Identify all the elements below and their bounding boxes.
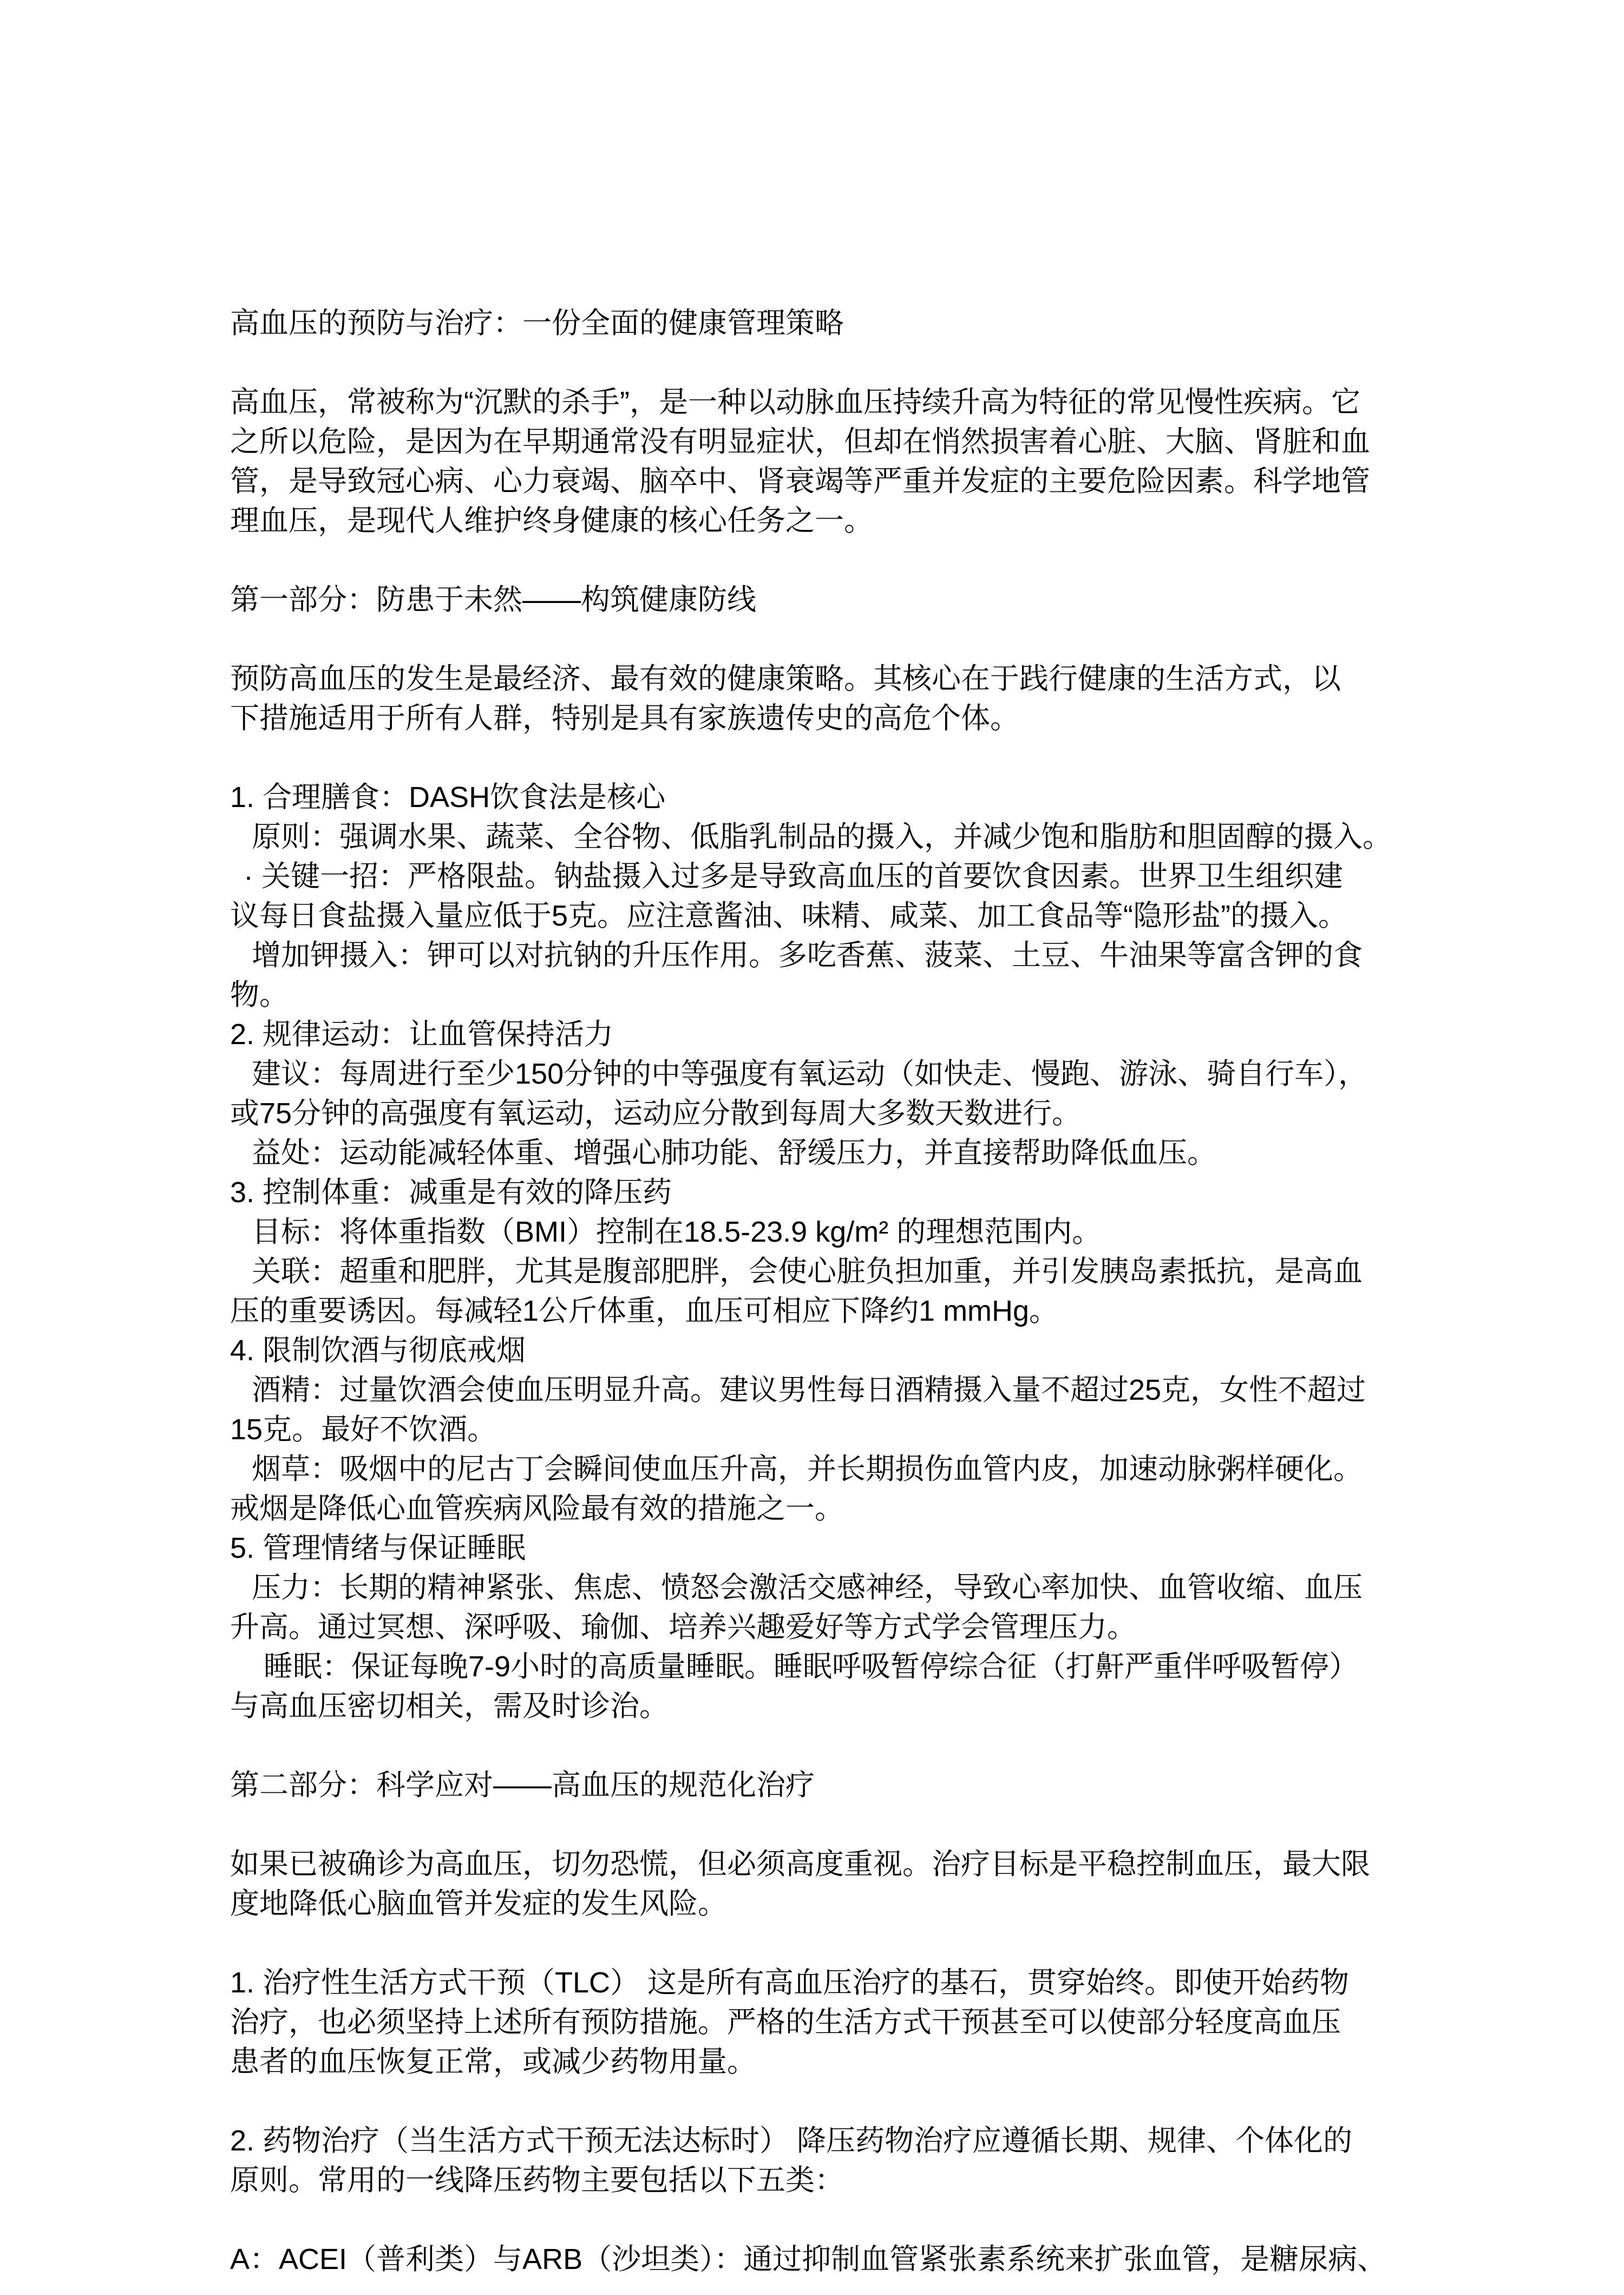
section-heading: 第一部分：防患于未然——构筑健康防线 — [230, 583, 756, 616]
list-item-line: 2. 规律运动：让血管保持活力 — [230, 1018, 614, 1051]
blank-line — [230, 2200, 1429, 2240]
text-line: 15克。最好不饮酒。 — [230, 1413, 497, 1446]
text-line: 度地降低心脑血管并发症的发生风险。 — [230, 1887, 727, 1920]
sub-item-line: 益处：运动能减轻体重、增强心肺功能、舒缓压力，并直接帮助降低血压。 — [252, 1137, 1216, 1169]
document-title: 高血压的预防与治疗：一份全面的健康管理策略 — [230, 307, 844, 339]
list-item-line: 1. 治疗性生活方式干预（TLC） 这是所有高血压治疗的基石，贯穿始终。即使开始药物 — [230, 1966, 1350, 1999]
sub-item-line: 睡眠：保证每晚7-9小时的高质量睡眠。睡眠呼吸暂停综合征（打鼾严重伴呼吸暂停） — [264, 1650, 1359, 1683]
text-line: 与高血压密切相关，需及时诊治。 — [230, 1690, 669, 1722]
blank-line — [230, 541, 1429, 580]
text-line: 之所以危险，是因为在早期通常没有明显症状，但却在悄然损害着心脏、大脑、肾脏和血 — [230, 425, 1370, 458]
sub-item-line: 关联：超重和肥胖，尤其是腹部肥胖，会使心脏负担加重，并引发胰岛素抵抗，是高血 — [252, 1255, 1363, 1288]
text-line: 原则。常用的一线降压药物主要包括以下五类： — [230, 2164, 844, 2196]
section-heading: 第二部分：科学应对——高血压的规范化治疗 — [230, 1769, 815, 1801]
list-item-line: A：ACEI（普利类）与ARB（沙坦类）：通过抑制血管紧张素系统来扩张血管，是糖尿病、 — [230, 2243, 1387, 2276]
text-line: 如果已被确诊为高血压，切勿恐慌，但必须高度重视。治疗目标是平稳控制血压，最大限 — [230, 1848, 1370, 1880]
blank-line — [230, 2082, 1429, 2121]
list-item-line: 5. 管理情绪与保证睡眠 — [230, 1532, 526, 1564]
sub-item-line: 目标：将体重指数（BMI）控制在18.5-23.9 kg/m² 的理想范围内。 — [252, 1216, 1102, 1248]
text-line: 管，是导致冠心病、心力衰竭、脑卒中、肾衰竭等严重并发症的主要危险因素。科学地管 — [230, 465, 1370, 497]
sub-item-line: 酒精：过量饮酒会使血压明显升高。建议男性每日酒精摄入量不超过25克，女性不超过 — [252, 1374, 1366, 1406]
blank-line — [230, 1924, 1429, 1963]
text-line: 下措施适用于所有人群，特别是具有家族遗传史的高危个体。 — [230, 702, 1019, 735]
bullet-line: · 关键一招：严格限盐。钠盐摄入过多是导致高血压的首要饮食因素。世界卫生组织建 — [244, 860, 1343, 893]
text-line: 预防高血压的发生是最经济、最有效的健康策略。其核心在于践行健康的生活方式，以 — [230, 663, 1341, 695]
text-line: 物。 — [230, 979, 289, 1011]
blank-line — [230, 1726, 1429, 1766]
sub-item-line: 压力：长期的精神紧张、焦虑、愤怒会激活交感神经，导致心率加快、血管收缩、血压 — [252, 1571, 1363, 1604]
blank-line — [230, 343, 1429, 383]
text-line: 戒烟是降低心血管疾病风险最有效的措施之一。 — [230, 1492, 844, 1525]
blank-line — [230, 1805, 1429, 1845]
sub-item-line: 原则：强调水果、蔬菜、全谷物、低脂乳制品的摄入，并减少饱和脂肪和胆固醇的摄入。 — [252, 821, 1392, 853]
list-item-line: 1. 合理膳食：DASH饮食法是核心 — [230, 781, 666, 814]
blank-line — [230, 620, 1429, 659]
text-line: 高血压，常被称为“沉默的杀手”，是一种以动脉血压持续升高为特征的常见慢性疾病。它 — [230, 386, 1360, 418]
text-line: 或75分钟的高强度有氧运动，运动应分散到每周大多数天数进行。 — [230, 1097, 1082, 1130]
text-line: 治疗，也必须坚持上述所有预防措施。严格的生活方式干预甚至可以使部分轻度高血压 — [230, 2006, 1341, 2038]
sub-item-line: 建议：每周进行至少150分钟的中等强度有氧运动（如快走、慢跑、游泳、骑自行车）， — [252, 1058, 1368, 1090]
text-line: 议每日食盐摄入量应低于5克。应注意酱油、味精、咸菜、加工食品等“隐形盐”的摄入。 — [230, 900, 1347, 932]
list-item-line: 2. 药物治疗（当生活方式干预无法达标时） 降压药物治疗应遵循长期、规律、个体化的 — [230, 2124, 1353, 2157]
blank-line — [230, 738, 1429, 778]
sub-item-line: 烟草：吸烟中的尼古丁会瞬间使血压升高，并长期损伤血管内皮，加速动脉粥样硬化。 — [252, 1453, 1363, 1485]
text-line: 升高。通过冥想、深呼吸、瑜伽、培养兴趣爱好等方式学会管理压力。 — [230, 1611, 1136, 1643]
sub-item-line: 增加钾摄入：钾可以对抗钠的升压作用。多吃香蕉、菠菜、土豆、牛油果等富含钾的食 — [252, 939, 1363, 972]
list-item-line: 4. 限制饮酒与彻底戒烟 — [230, 1334, 526, 1367]
list-item-line: 3. 控制体重：减重是有效的降压药 — [230, 1176, 672, 1209]
text-line: 患者的血压恢复正常，或减少药物用量。 — [230, 2045, 756, 2078]
text-line: 理血压，是现代人维护终身健康的核心任务之一。 — [230, 504, 873, 537]
text-line: 压的重要诱因。每减轻1公斤体重，血压可相应下降约1 mmHg。 — [230, 1295, 1059, 1327]
